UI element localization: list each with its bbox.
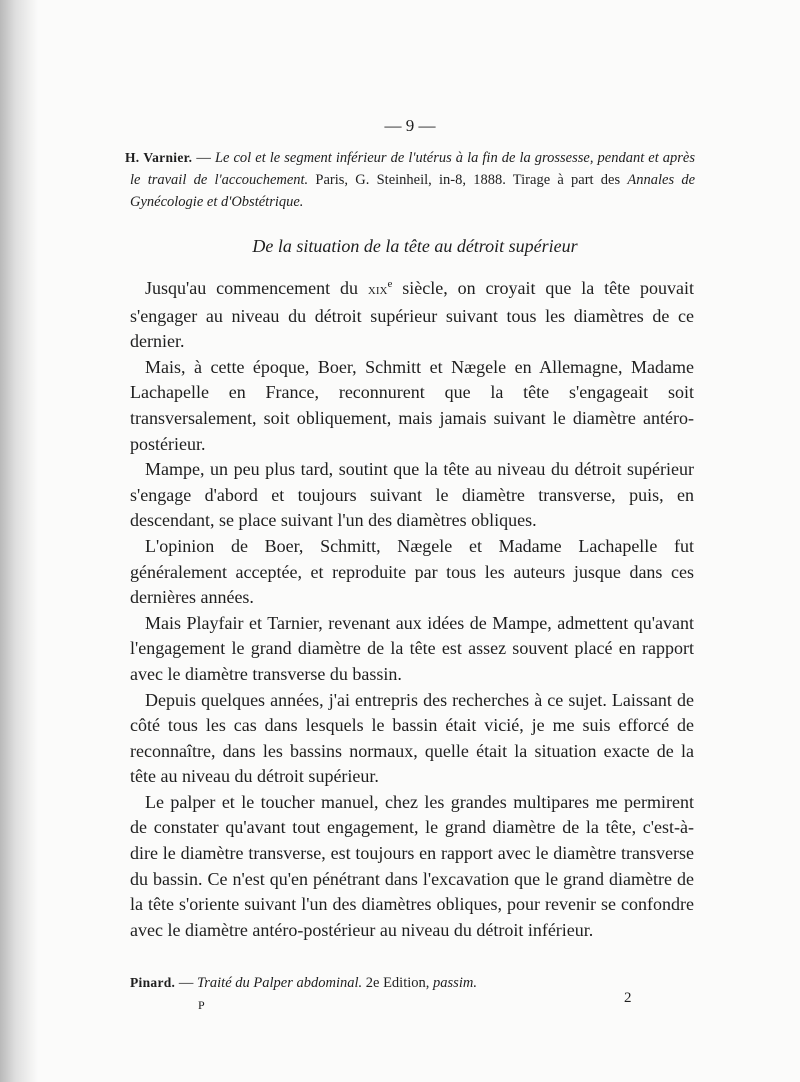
reference-top-dash: — xyxy=(196,150,211,166)
paragraph-4: L'opinion de Boer, Schmitt, Nægele et Madame Lachapelle fut généralement acceptée, et reproduite par tous les auteurs jusque dans ces dernières années. xyxy=(130,535,694,608)
paragraph-1-start: Jusqu'au commencement du xyxy=(145,278,368,298)
paragraph-5: Mais Playfair et Tarnier, revenant aux idées de Mampe, admettent qu'avant l'engagement le grand diamètre de la tête est assez souvent placé en rapport avec le diamètre transverse du bassin. xyxy=(130,612,694,684)
reference-bottom-author: Pinard. xyxy=(130,975,176,990)
reference-top-author: H. Varnier. xyxy=(125,150,193,165)
reference-top xyxy=(125,147,696,213)
section-heading: De la situation de la tête au détroit supérieur xyxy=(252,236,578,256)
century-superscript: e xyxy=(387,278,393,290)
paragraph-3: Mampe, un peu plus tard, soutint que la tête au niveau du détroit supérieur s'engage d'abord et toujours suivant le diamètre transverse, puis, en descendant, se place suivant l'un des diamètres obliques. xyxy=(130,459,694,531)
paragraph-2: Mais, à cette époque, Boer, Schmitt et Nægele en Allemagne, Madame Lachapelle en France, reconnurent que la tête s'engageait soit transversalement, soit obliquement, mais jamais suivant le diamètre antéro-postérieur. xyxy=(130,356,694,454)
paragraph-1 xyxy=(130,276,694,355)
paragraph-1-end: siècle, on croyait que la tête pouvait s'engager au niveau du détroit supérieur suivant tous les diamètres de ce dernier. xyxy=(130,278,694,352)
reference-top-publisher: Paris, G. Steinheil, in-8, 1888. Tirage à part des xyxy=(315,172,621,188)
scan-edge-shadow xyxy=(0,0,38,1082)
reference-bottom-dash: — xyxy=(178,975,194,991)
reference-top-title: Le col et le segment inférieur de l'utérus à la fin de la grossesse, pendant et après le travail de l'accouchement. xyxy=(130,150,696,188)
reference-bottom xyxy=(130,972,630,994)
page-number: — 9 — xyxy=(384,116,436,135)
reference-bottom-edition: 2e Edition, xyxy=(365,975,430,991)
reference-bottom-title: Traité du Palper abdominal. xyxy=(196,975,363,991)
body-text xyxy=(130,276,694,943)
paragraph-7: Le palper et le toucher manuel, chez les grandes multipares me permirent de constater qu'avant tout engagement, le grand diamètre de la tête, c'est-à-dire le diamètre transverse, est toujours en rapport avec le diamètre transverse du bassin. Ce n'est qu'en pénétrant dans l'excavation que le grand diamètre de la tête s'oriente suivant l'un des diamètres obliques, pour revenir se confondre avec le diamètre antéro-postérieur au niveau du détroit inférieur. xyxy=(130,791,694,940)
reference-top-journal: Annales de Gynécologie et d'Obstétrique. xyxy=(130,172,696,210)
century-numeral: xix xyxy=(367,282,388,298)
signature-mark-right: 2 xyxy=(624,990,632,1006)
reference-bottom-passim: passim. xyxy=(433,975,477,991)
paragraph-6: Depuis quelques années, j'ai entrepris des recherches à ce sujet. Laissant de côté tous les cas dans lesquels le bassin était vicié, je me suis efforcé de reconnaître, dans les bassins normaux, quelle était la situation exacte de la tête au niveau du détroit supérieur. xyxy=(130,689,694,787)
signature-mark-left: P xyxy=(198,998,205,1012)
